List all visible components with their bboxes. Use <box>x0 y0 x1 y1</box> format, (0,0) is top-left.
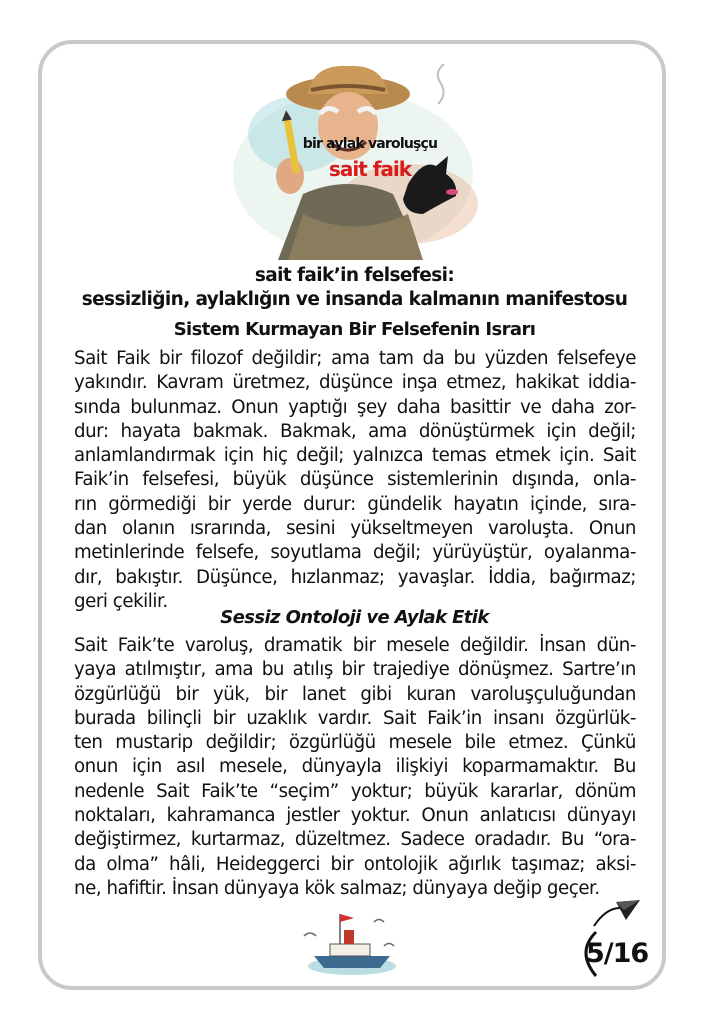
paragraph-line: metinlerinde felsefe, soyutlama değil; yürüyüştür, oyalanma- <box>74 542 636 564</box>
paragraph-line: dur: hayata bakmak. Bakmak, ama dönüştürmek için değil; <box>74 420 636 442</box>
section-paragraph-1 <box>74 347 636 614</box>
section-paragraph-2 <box>74 634 636 901</box>
illustration-name: sait faik <box>328 157 412 181</box>
paragraph-line: geri çekilir. <box>74 590 168 612</box>
paragraph-line: burada bilinçli bir uzaklık vardır. Sait Faik’in insanı özgürlük- <box>74 707 636 729</box>
paragraph-line: yakındır. Kavram üretmez, düşünce inşa etmez, hakikat iddia- <box>74 372 636 394</box>
paragraph-line: özgürlüğü bir yük, bir lanet gibi kuran varoluşçuluğundan <box>74 683 636 705</box>
paragraph-line: ten mustarip değildir; özgürlüğü mesele bile etmez. Çünkü <box>74 732 636 754</box>
paragraph-line: sında bulunmaz. Onun yaptığı şey daha basittir ve daha zor- <box>74 396 636 418</box>
paper-plane-icon <box>592 898 642 928</box>
paragraph-line: Sait Faik bir filozof değildir; ama tam da bu yüzden felsefeye <box>74 348 636 369</box>
page-number: 5/16 <box>586 938 649 969</box>
paragraph-line: rın görmediği bir yerde durur: gündelik hayatın içinde, sıra- <box>74 493 636 515</box>
paragraph-line: dan olanın ısrarında, sesini yükseltmeyen varoluşta. Onun <box>74 518 636 540</box>
ship-illustration <box>300 906 404 978</box>
paragraph-line: yaya atılmıştır, ama bu atılış bir trajediye dönüşmez. Sartre’ın <box>74 659 636 681</box>
paragraph-line: nedenle Sait Faik’te “seçim” yoktur; büyük kararlar, dönüm <box>74 780 636 802</box>
page-title-line-2: sessizliğin, aylaklığın ve insanda kalmanın manifestosu <box>81 289 628 310</box>
paragraph-line: onun için asıl mesele, dünyayla ilişkiyi koparmamaktır. Bu <box>74 756 636 778</box>
paragraph-line: noktaları, kahramanca jestler yoktur. Onun anlatıcısı dünyayı <box>74 805 636 827</box>
section-heading-2: Sessiz Ontoloji ve Aylak Etik <box>220 607 489 628</box>
page-title-line-1: sait faik’in felsefesi: <box>254 265 455 286</box>
paragraph-line: ne, hafiftir. İnsan dünyaya kök salmaz; dünyaya değip geçer. <box>74 877 600 899</box>
illustration-caption: bir aylak varoluşçu <box>302 136 438 152</box>
paragraph-line: Sait Faik’te varoluş, dramatik bir mesele değildir. İnsan dün- <box>74 635 636 656</box>
paragraph-line: dır, bakıştır. Düşünce, hızlanmaz; yavaşlar. İddia, bağırmaz; <box>74 566 636 588</box>
paragraph-line: da olma” hâli, Heideggerci bir ontolojik ağırlık taşımaz; aksi- <box>74 853 636 875</box>
paragraph-line: değiştirmez, kurtarmaz, düzeltmez. Sadece oradadır. Bu “ora- <box>74 829 636 851</box>
paragraph-line: anlamlandırmak için hiç değil; yalnızca temas etmek için. Sait <box>74 445 636 467</box>
paragraph-line: Faik’in felsefesi, büyük düşünce sistemlerinin dışında, onla- <box>74 469 636 491</box>
section-heading-1: Sistem Kurmayan Bir Felsefenin Israrı <box>173 319 536 340</box>
